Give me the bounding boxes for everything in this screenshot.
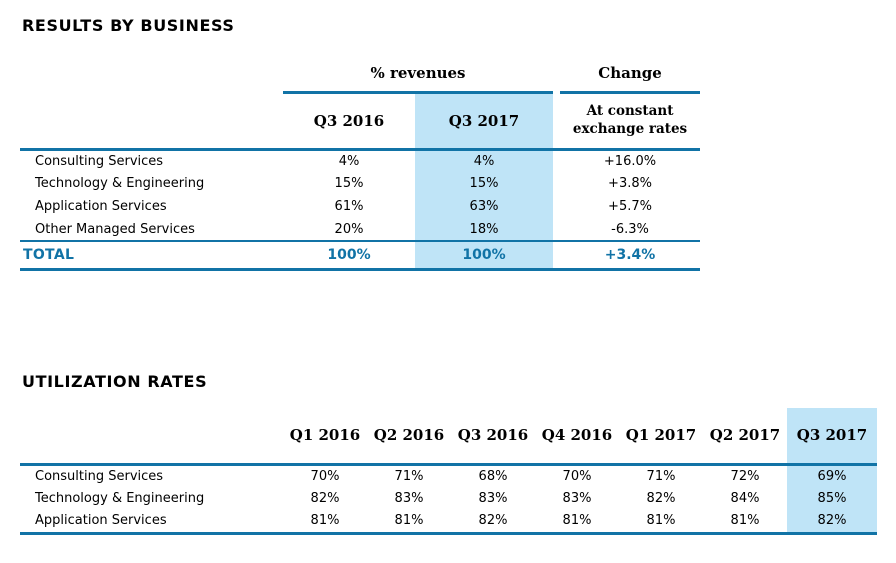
- column-header-q3-2017: Q3 2017: [787, 408, 877, 464]
- total-label: TOTAL: [20, 241, 283, 269]
- utilization-column-header-row: [20, 408, 877, 464]
- column-header-q3-2016: Q3 2016: [451, 408, 535, 464]
- row-label: Consulting Services: [35, 153, 164, 169]
- value-change: +3.8%: [608, 176, 652, 191]
- value-q4-2016: 81%: [535, 510, 619, 533]
- table-row: [20, 464, 877, 487]
- value-q4-2016: 83%: [562, 491, 592, 506]
- value-q3-2017: 18%: [415, 218, 553, 241]
- value-q1-2017: 82%: [646, 491, 676, 506]
- total-q3-2016: 100%: [283, 241, 415, 269]
- total-change: +3.4%: [560, 241, 700, 269]
- column-gap: [553, 55, 560, 92]
- table-row: [20, 195, 700, 218]
- value-q2-2016: 83%: [394, 491, 424, 506]
- value-q2-2017: 84%: [730, 491, 760, 506]
- column-header-q1-2017: Q1 2017: [619, 408, 703, 464]
- value-q1-2017: 81%: [619, 510, 703, 533]
- total-q3-2017: 100%: [415, 241, 553, 269]
- column-header-q3-2016: Q3 2016: [283, 92, 415, 149]
- value-q2-2016: 71%: [394, 468, 424, 484]
- row-label: Technology & Engineering: [35, 491, 205, 506]
- utilization-rates-table: [20, 408, 877, 535]
- spacer-cell: [20, 55, 283, 92]
- column-header-q1-2016: Q1 2016: [283, 408, 367, 464]
- value-q3-2016: 68%: [478, 468, 508, 484]
- spacer-cell: [20, 92, 283, 149]
- value-change: -6.3%: [611, 221, 649, 237]
- column-gap: [553, 92, 560, 149]
- row-label: Consulting Services: [35, 468, 164, 484]
- total-row: [20, 241, 700, 269]
- results-by-business-title: RESULTS BY BUSINESS: [22, 16, 235, 35]
- table-row: [20, 172, 700, 195]
- table-row: [20, 218, 700, 241]
- value-q3-2017: 82%: [787, 510, 877, 533]
- change-group-header: Change: [560, 55, 700, 92]
- value-q3-2017: 4%: [415, 149, 553, 172]
- row-label: Other Managed Services: [35, 221, 195, 237]
- value-q2-2017: 72%: [730, 468, 760, 484]
- column-header-q4-2016: Q4 2016: [535, 408, 619, 464]
- value-q2-2017: 81%: [703, 510, 787, 533]
- column-header-q2-2017: Q2 2017: [703, 408, 787, 464]
- value-q3-2016: 82%: [451, 510, 535, 533]
- column-gap: [553, 241, 560, 269]
- value-q1-2016: 70%: [310, 468, 340, 484]
- value-q4-2016: 70%: [562, 468, 592, 484]
- value-q2-2016: 81%: [367, 510, 451, 533]
- value-q3-2016: 83%: [478, 491, 508, 506]
- value-q1-2017: 71%: [646, 468, 676, 484]
- results-by-business-table: [20, 55, 700, 271]
- column-header-constant-exchange-rates: At constant exchange rates: [560, 92, 700, 149]
- value-q3-2016: 61%: [334, 199, 364, 214]
- column-gap: [553, 149, 560, 172]
- table-row: [20, 487, 877, 510]
- value-q3-2017: 69%: [787, 464, 877, 487]
- column-gap: [553, 172, 560, 195]
- value-change: +5.7%: [608, 199, 652, 214]
- revenues-group-header: % revenues: [283, 55, 553, 92]
- value-q3-2017: 63%: [415, 195, 553, 218]
- value-q3-2017: 85%: [787, 487, 877, 510]
- value-q1-2016: 82%: [310, 491, 340, 506]
- value-change: +16.0%: [603, 153, 657, 169]
- results-group-header-row: [20, 55, 700, 92]
- value-q3-2016: 15%: [334, 176, 364, 191]
- column-gap: [553, 195, 560, 218]
- results-column-header-row: [20, 92, 700, 149]
- value-q3-2017: 15%: [415, 172, 553, 195]
- column-header-q2-2016: Q2 2016: [367, 408, 451, 464]
- value-q3-2016: 4%: [338, 153, 360, 169]
- row-label: Application Services: [20, 510, 283, 533]
- value-q3-2016: 20%: [334, 221, 364, 237]
- table-row: [20, 149, 700, 172]
- column-gap: [553, 218, 560, 241]
- utilization-rates-title: UTILIZATION RATES: [22, 372, 208, 391]
- row-label: Application Services: [35, 199, 167, 214]
- spacer-cell: [20, 408, 283, 464]
- value-q1-2016: 81%: [283, 510, 367, 533]
- table-row: [20, 510, 877, 533]
- column-header-q3-2017: Q3 2017: [415, 92, 553, 149]
- row-label: Technology & Engineering: [35, 176, 205, 191]
